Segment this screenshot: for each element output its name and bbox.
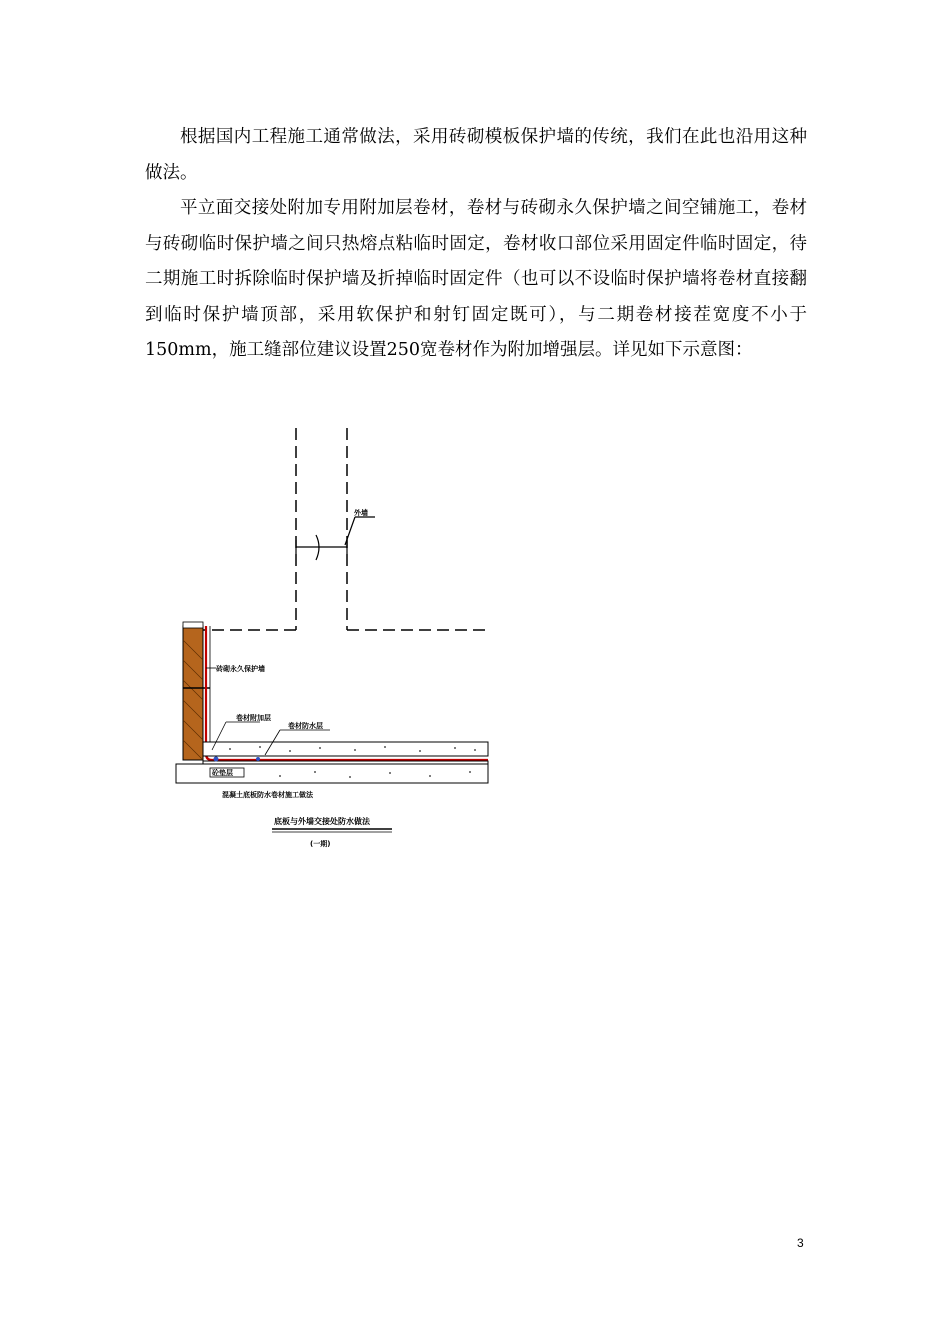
page-number: 3 [797, 1236, 804, 1250]
concrete-slab [203, 742, 488, 756]
label-bottom-note: 混凝土底板防水卷材施工做法 [222, 791, 313, 799]
dashed-wall-outline [200, 428, 488, 630]
construction-diagram [170, 420, 500, 870]
paragraph-1: 根据国内工程施工通常做法，采用砖砌模板保护墙的传统，我们在此也沿用这种做法。 [145, 127, 807, 183]
label-base-note: 砼垫层 [212, 769, 233, 777]
diagram-svg [170, 420, 500, 870]
label-wall-note: 砖砌永久保护墙 [216, 665, 265, 673]
membrane-inner [210, 626, 216, 756]
fixing-point [214, 757, 219, 762]
paragraph-2: 平立面交接处附加专用附加层卷材，卷材与砖砌永久保护墙之间空铺施工，卷材与砖砌临时保护墙之间只热熔点粘临时固定，卷材收口部位采用固定件临时固定，待二期施工时拆除临时保护墙及折掉临时固定件（也可以不设临时保护墙将卷材直接翻到临时保护墙顶部，采用软保护和射钉固定既可），与二期卷材接茬宽度不小于150mm，施工缝部位建议设置250宽卷材作为附加增强层。详见如下示意图： [145, 198, 807, 360]
wall-dimension [296, 517, 375, 560]
diagram-title: 底板与外墙交接处防水做法 [274, 817, 370, 826]
fixing-point-2 [256, 757, 260, 761]
membrane-layer [206, 626, 488, 760]
label-top-right: 外墙 [354, 509, 368, 517]
label-membrane-note: 卷材附加层 [236, 714, 271, 722]
wall-cap [183, 622, 203, 628]
diagram-subtitle: (一期) [310, 840, 331, 848]
label-layer-note: 卷材防水层 [288, 722, 323, 730]
brick-wall [183, 626, 203, 760]
